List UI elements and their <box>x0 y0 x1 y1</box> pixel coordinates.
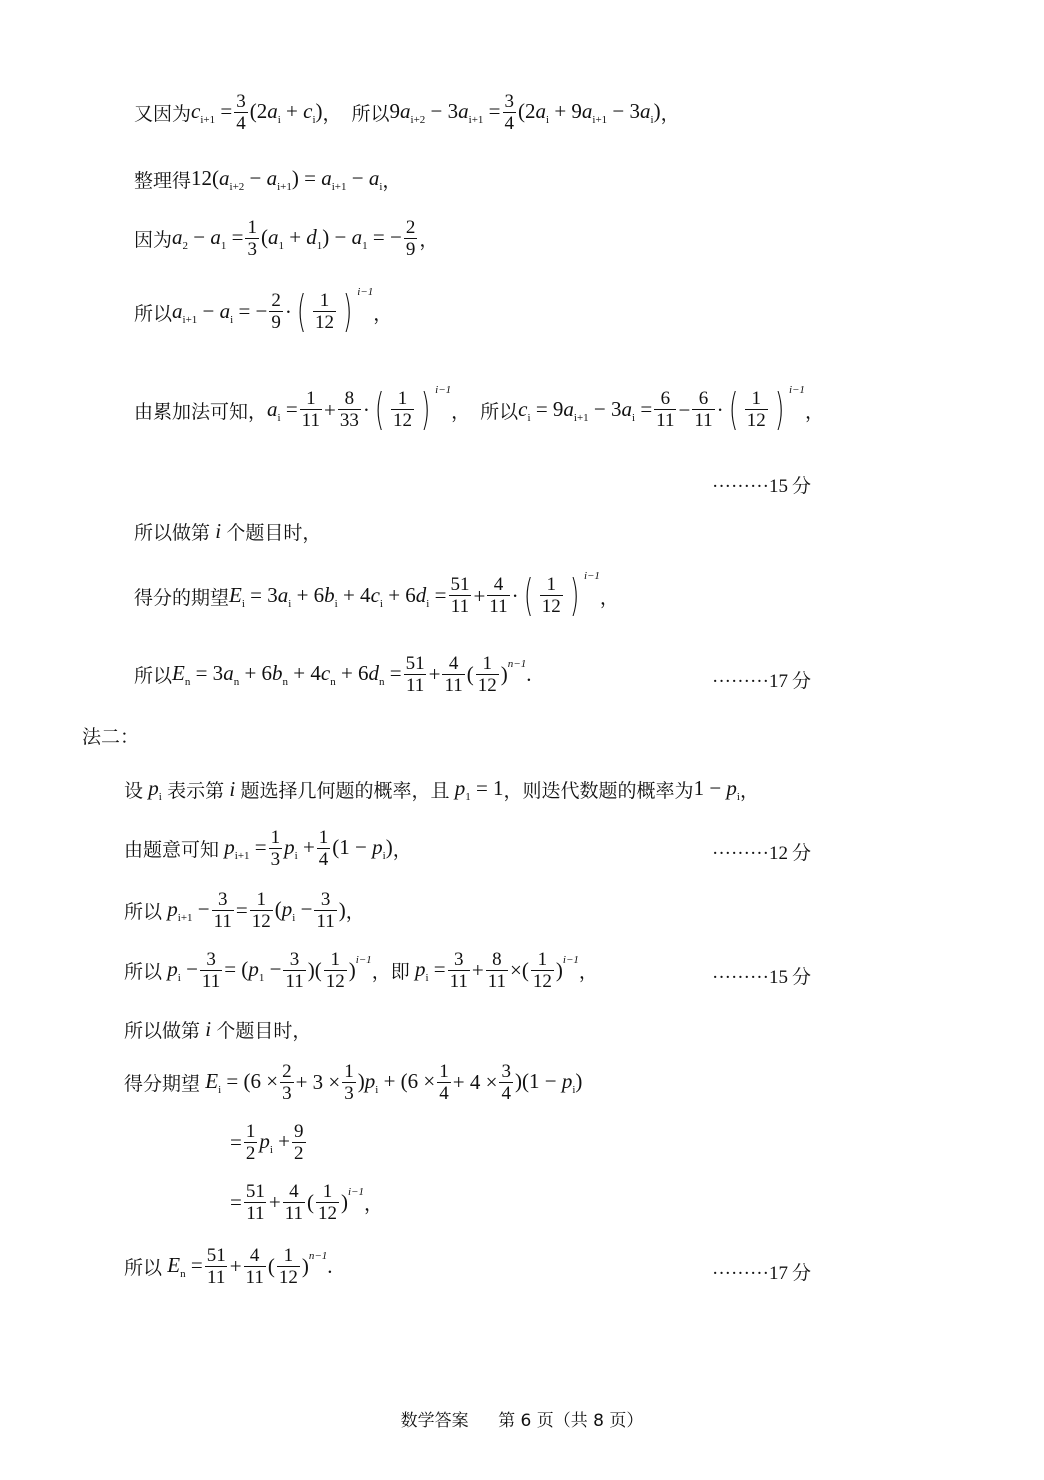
comma: ， <box>804 400 824 423</box>
line-zhengli: 整理得 $12(a_{i+2} - a_{i+1}) = a_{i+1} - a_i$ ， <box>134 166 402 193</box>
comma: ， <box>419 229 439 252</box>
line-she-pi: 设 $p_i$ 表示第 i 题选择几何题的概率，且 $p_1 = 1$ ，则迭代数题的概率为 $1 - p_i$ ， <box>124 776 759 803</box>
line-youtiyi: 由题意可知 $p_{i+1}$ = $\frac{1}{3}$ $p_i$ + $\frac{1}{4}$ $(1 - p_i)$ ， <box>124 827 412 870</box>
comma: ， <box>599 586 619 609</box>
comma: ， <box>660 103 680 126</box>
comma: ， <box>382 170 402 192</box>
text-ge-timu: 个题目时， <box>226 522 322 544</box>
text-suoyi: 所以 <box>124 961 163 984</box>
text-zhenglide: 整理得 <box>134 170 192 192</box>
text-zuodi: 所以做第 <box>124 1020 201 1042</box>
line-yinwei: 因为 $a_2 - a_1$ = $\frac{1}{3}$ $(a_1 + d_1) - a_1$ = − $\frac{2}{9}$ ， <box>134 217 439 260</box>
line-zuodi-i: 所以做第 i 个题目时， <box>134 519 322 544</box>
text-ge-timu: 个题目时， <box>216 1020 312 1042</box>
line-half-pi: = $\frac{1}{2}$ $p_i$ + $\frac{9}{2}$ <box>230 1121 304 1164</box>
text-zuodi: 所以做第 <box>134 522 211 544</box>
text-leijia: 由累加法可知， <box>134 400 268 423</box>
page-footer <box>0 1406 1044 1431</box>
line-pi-recurrence: 所以 $p_{i+1}$ − $\frac{3}{11}$ = $\frac{1}{12}$ ($p_i$ − $\frac{3}{11}$ ) ， <box>124 889 365 932</box>
line-ci-relation: 又因为 $c_{i+1}$ = $\frac{3}{4}$ $(2a_i + c_i)$ ， 所以 $9a_{i+2} - 3a_{i+1}$ = $\frac{3}{4}$ $(2a_i + 9a_{i+1} - 3a_i)$ ， <box>134 91 680 134</box>
comma: ， <box>392 839 412 862</box>
text-xuanze-jihe: 题选择几何题的概率，且 <box>240 780 450 802</box>
text-biaoshi: 表示第 <box>167 780 225 802</box>
text-suoyi: 所以 <box>124 901 163 924</box>
text-ji: ，即 <box>371 961 410 984</box>
line-leijia: 由累加法可知， $a_i$ = $\frac{1}{11}$ + $\frac{8}{33}$ · ( $\frac{1}{12}$ ) $^{i-1}$ ， 所以 $c_i = 9a_{i+1} - 3a_i$ = $\frac{6}{11}$ − $\frac{6}{11}$ · ( $\frac{1}{12}$ ) $^{i-1}$ ， <box>134 384 824 435</box>
text-suoyi: 所以 <box>124 1257 163 1280</box>
text-defen-qiwang: 得分的期望 <box>134 586 230 609</box>
line-defen-qiwang-ei: 得分期望 $E_i = (6$ × $\frac{2}{3}$ + 3 × $\frac{1}{3}$ )$p_i + (6$ × $\frac{1}{4}$ + 4 × $\frac{3}{4}$ )$(1 - p_i)$ <box>124 1061 583 1104</box>
comma: ， <box>373 302 393 325</box>
text-suoyi: 所以 <box>134 665 173 688</box>
score-12: ·········12 分 <box>712 842 811 864</box>
comma: ， <box>345 901 365 924</box>
comma: ， <box>363 1193 383 1216</box>
comma: ， <box>578 961 598 984</box>
section-fa-er <box>82 722 139 749</box>
text-youtiyi: 由题意可知 <box>124 839 220 862</box>
score-15-a: ·········15 分 <box>712 475 811 497</box>
comma: ， <box>451 400 471 423</box>
line-en-result: 所以 $E_n$ = $\frac{51}{11}$ + $\frac{4}{11}$ ( $\frac{1}{12}$ ) $^{n-1}$ . <box>124 1245 333 1288</box>
text-she: 设 <box>124 780 144 802</box>
text-fa-er: 法二： <box>82 726 140 748</box>
footer-page-number: 第 6 页（共 8 页） <box>498 1411 644 1431</box>
text-youyinwei: 又因为 <box>134 103 192 126</box>
text-suoyi: 所以 <box>351 103 390 126</box>
line-zuodi-i-2: 所以做第 i 个题目时， <box>124 1017 312 1042</box>
line-ei-result: = $\frac{51}{11}$ + $\frac{4}{11}$ ( $\frac{1}{12}$ ) $^{i-1}$ ， <box>230 1181 383 1224</box>
text-defenqiwang: 得分期望 <box>124 1073 201 1096</box>
line-diff-formula: 所以 $a_{i+1} - a_i$ = − $\frac{2}{9}$ · ( $\frac{1}{12}$ ) $^{i-1}$ ， <box>134 286 393 337</box>
text-yinwei: 因为 <box>134 229 173 252</box>
score-15-b: ·········15 分 <box>712 966 811 988</box>
text-ze-diedai: ，则迭代数题的概率为 <box>503 780 694 802</box>
line-expectation-en: 所以 $E_n = 3a_n + 6b_n + 4c_n + 6d_n$ = $\frac{51}{11}$ + $\frac{4}{11}$ ( $\frac{1}{12}$ ) $^{n-1}$ . <box>134 653 532 696</box>
text-suoyi: 所以 <box>480 400 519 423</box>
score-17-b: ·········17 分 <box>712 1262 811 1284</box>
text-suoyi: 所以 <box>134 302 173 325</box>
comma: ， <box>739 780 759 802</box>
score-17-a: ·········17 分 <box>712 670 811 692</box>
footer-subject: 数学答案 <box>400 1411 469 1431</box>
line-expectation-ei: 得分的期望 $E_i = 3a_i + 6b_i + 4c_i + 6d_i$ = $\frac{51}{11}$ + $\frac{4}{11}$ · ( $\frac{1}{12}$ ) $^{i-1}$ ， <box>134 570 619 621</box>
line-pi-closed: 所以 $p_i$ − $\frac{3}{11}$ = ($p_1$ − $\frac{3}{11}$ )( $\frac{1}{12}$ ) $^{i-1}$ ，即 $p_i$ = $\frac{3}{11}$ + $\frac{8}{11}$ ×( $\frac{1}{12}$ ) $^{i-1}$ ， <box>124 949 598 992</box>
comma: ， <box>322 103 342 126</box>
